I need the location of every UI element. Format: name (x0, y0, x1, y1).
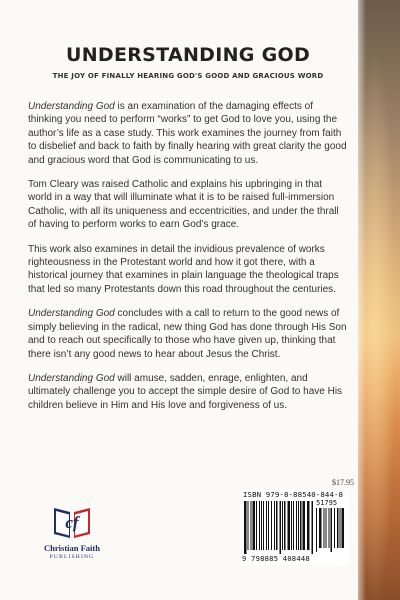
price-label: $17.95 (332, 478, 354, 487)
blurb-paragraph-1 (28, 100, 348, 167)
svg-text:cf: cf (65, 513, 79, 532)
book-title: UNDERSTANDING GOD (65, 44, 311, 66)
barcode-addon-digits: 51795 (316, 499, 338, 507)
paragraph-text: is an examination of the damaging effects of thinking you need to perform “works” to get God to love you, using the author’s life as a case study. This work examines the journey from faith to disbelief and back to faith by finally hearing with great clarity the good and gracious word that God is communicating to us. (28, 101, 347, 166)
paragraph-text: will amuse, sadden, enrage, enlighten, and ultimately challenge you to accept the simple desire of God to have His children believe in Him and His love and forgiveness of us. (28, 372, 343, 411)
blurb-paragraph-5 (28, 372, 348, 412)
blurb-paragraph-4 (28, 307, 348, 361)
publisher-logo (32, 498, 112, 568)
cf-book-icon (50, 498, 94, 542)
sunset-sky-image (358, 0, 400, 600)
publisher-sub: PUBLISHING (49, 554, 95, 560)
paragraph-text: This work also examines in detail the invidious prevalence of works righteousness in the Protestant world and how it got there, with a historical journey that examines in plain language the theological traps that led so many Protestants down this road throughout the centuries. (28, 243, 339, 295)
barcode-bars (244, 501, 314, 554)
blurb-paragraph-2 (28, 178, 348, 232)
blurb (28, 100, 348, 412)
barcode-addon-bars (316, 508, 346, 552)
book-subtitle: THE JOY OF FINALLY HEARING GOD'S GOOD AND GRACIOUS WORD (52, 72, 324, 80)
publisher-name: Christian Faith (44, 543, 100, 553)
isbn-label: ISBN 979-8-88540-844-8 (243, 490, 344, 499)
paragraph-text: Tom Cleary was raised Catholic and explains his upbringing in that world in a way that will illuminate what it is to be raised full-immersion Catholic, with all its uniqueness and eccentricities, and under the thrall of having to perform works to earn God’s grace. (28, 179, 339, 231)
paragraph-text: concludes with a call to return to the good news of simply believing in the radical, new thing God has done through His Son and to reach out specifically to those who have given up, thinking that there isn’t any good news to hear about Jesus the Christ. (28, 308, 347, 360)
isbn-barcode (240, 489, 349, 565)
barcode-digits: 9 798885 408448 (242, 554, 310, 563)
italic-title: Understanding God (28, 372, 115, 384)
cover-content (28, 0, 348, 423)
blurb-paragraph-3 (28, 243, 348, 297)
italic-title: Understanding God (28, 101, 115, 112)
italic-title: Understanding God (28, 308, 115, 320)
